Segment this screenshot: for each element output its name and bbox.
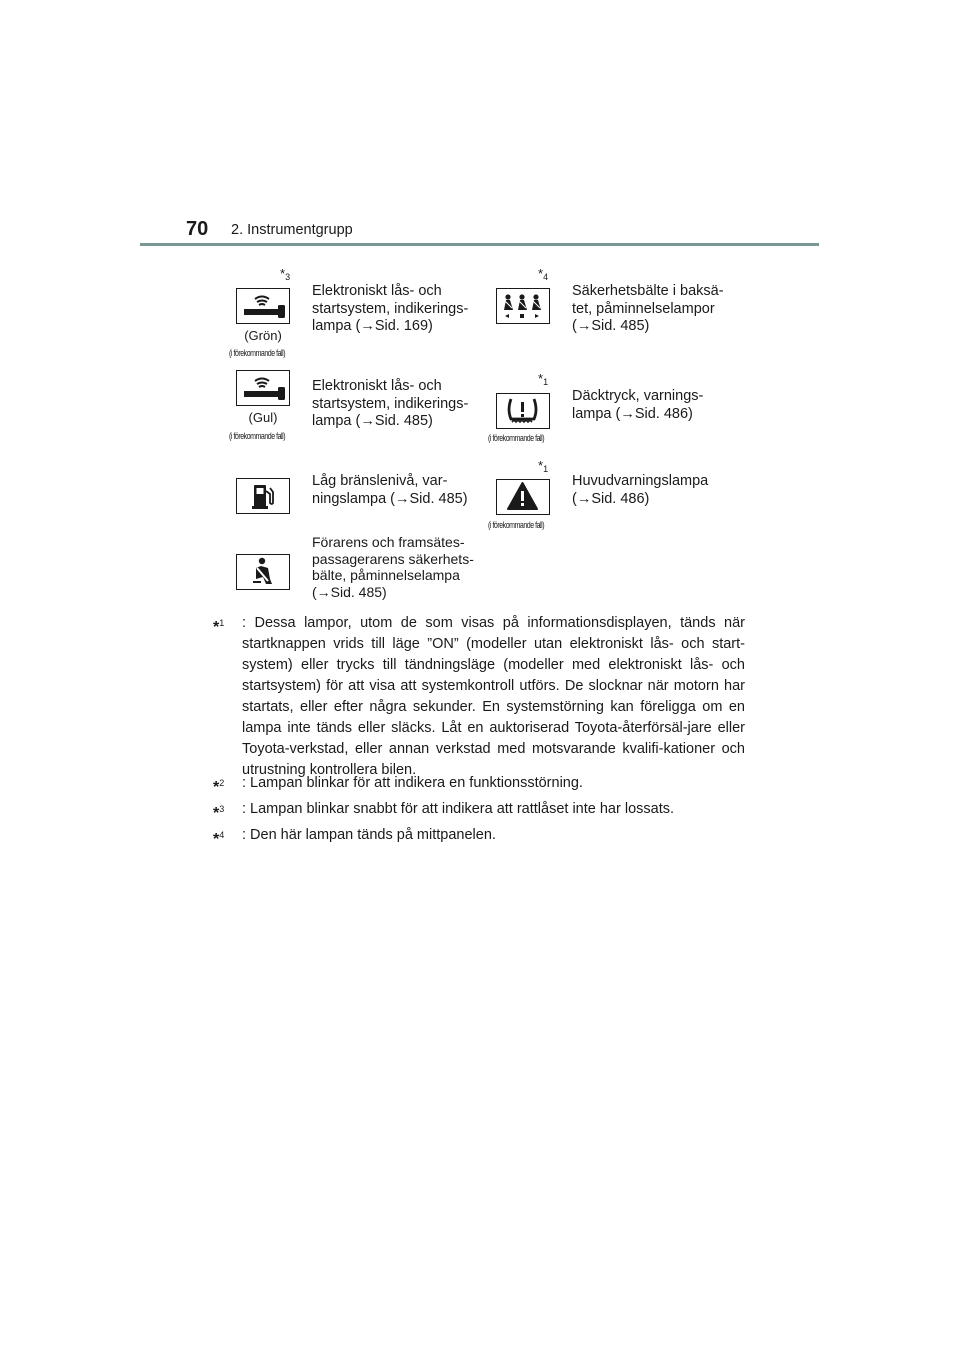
availability-note: (i förekommande fall) — [229, 431, 286, 441]
lamp-description — [312, 534, 482, 600]
note-mark: $*_4$ — [538, 266, 549, 282]
footnote-mark: *$^2$ — [213, 778, 225, 796]
desc-line: tet, påminnelselampor — [572, 300, 715, 317]
tire-pressure-icon — [496, 393, 550, 429]
desc-line: startsystem, indikerings- — [312, 395, 469, 412]
desc-line: lampa (→Sid. 486) — [572, 405, 693, 422]
footnote — [213, 825, 745, 846]
note-mark: $*_3$ — [280, 266, 291, 282]
desc-line: Låg bränslenivå, var- — [312, 473, 448, 489]
footnote-mark: *$^4$ — [213, 830, 225, 848]
section-title: 2. Instrumentgrupp — [231, 222, 353, 238]
header-rule — [140, 243, 819, 246]
footnote-text: : Lampan blinkar snabbt för att indikera att rattlåset inte har lossats. — [242, 801, 675, 817]
availability-note: (i förekommande fall) — [488, 433, 545, 443]
desc-line: Elektroniskt lås- och — [312, 283, 442, 299]
desc-line: Elektroniskt lås- och — [312, 378, 442, 394]
key-wireless-icon — [236, 288, 290, 324]
footnote — [213, 799, 745, 820]
note-mark: $*_1$ — [538, 458, 549, 474]
desc-line: Huvudvarningslampa — [572, 473, 709, 489]
footnote-text: : Lampan blinkar för att indikera en funktionsstörning. — [242, 775, 583, 791]
icon-color-label: (Gul) — [248, 410, 278, 425]
desc-line: bälte, påminnelselampa — [312, 567, 460, 583]
footnote-text: : Dessa lampor, utom de som visas på informationsdisplayen, tänds när startknappen vrids till läge ”ON” (modeller utan elektroniskt lås- och start-system) eller trycks till tändningsläge (modeller med elektroniskt lås- och startsystem) för att visa att systemkontroll utförs. De slocknar när motorn har startats, eller efter några sekunder. En systemstörning kan föreligga om en lampa inte tänds eller släcks. Låt en auktoriserad Toyota-återförsäl-jare eller Toyota-verkstad, eller annan verkstad med motsvarande kvalifi-kationer och utrustning kontrollera bilen. — [242, 615, 745, 778]
footnote-text: : Den här lampan tänds på mittpanelen. — [242, 827, 496, 843]
desc-line: startsystem, indikerings- — [312, 300, 469, 317]
desc-line: Förarens och framsätes- — [312, 534, 465, 550]
desc-line: (→Sid. 485) — [572, 318, 650, 334]
desc-line: lampa (→Sid. 485) — [312, 413, 433, 429]
rear-seatbelt-icon — [496, 288, 550, 324]
footnote — [213, 613, 745, 781]
desc-line: (→Sid. 485) — [312, 583, 387, 600]
desc-line: (→Sid. 486) — [572, 490, 650, 507]
desc-line: ningslampa (→Sid. 485) — [312, 490, 468, 507]
fuel-pump-icon — [236, 478, 290, 514]
lamp-description — [312, 283, 482, 336]
lamp-description — [572, 283, 742, 336]
note-mark: $*_1$ — [538, 371, 549, 387]
desc-line: Däcktryck, varnings- — [572, 388, 704, 404]
desc-line: passagerarens säkerhets- — [312, 550, 474, 567]
desc-line: lampa (→Sid. 169) — [312, 318, 433, 334]
lamp-description — [312, 378, 482, 431]
lamp-description — [572, 473, 742, 508]
availability-note: (i förekommande fall) — [488, 520, 545, 530]
footnote-mark: *$^3$ — [213, 804, 225, 822]
icon-color-label: (Grön) — [244, 328, 282, 343]
availability-note: (i förekommande fall) — [229, 348, 286, 358]
page-number: 70 — [186, 218, 209, 240]
seatbelt-icon — [236, 554, 290, 590]
master-warning-icon — [496, 479, 550, 515]
key-wireless-icon — [236, 370, 290, 406]
lamp-description — [312, 473, 482, 508]
desc-line: Säkerhetsbälte i baksä- — [572, 283, 724, 299]
footnote — [213, 773, 745, 794]
footnote-mark: *$^1$ — [213, 618, 225, 636]
lamp-description — [572, 388, 742, 423]
